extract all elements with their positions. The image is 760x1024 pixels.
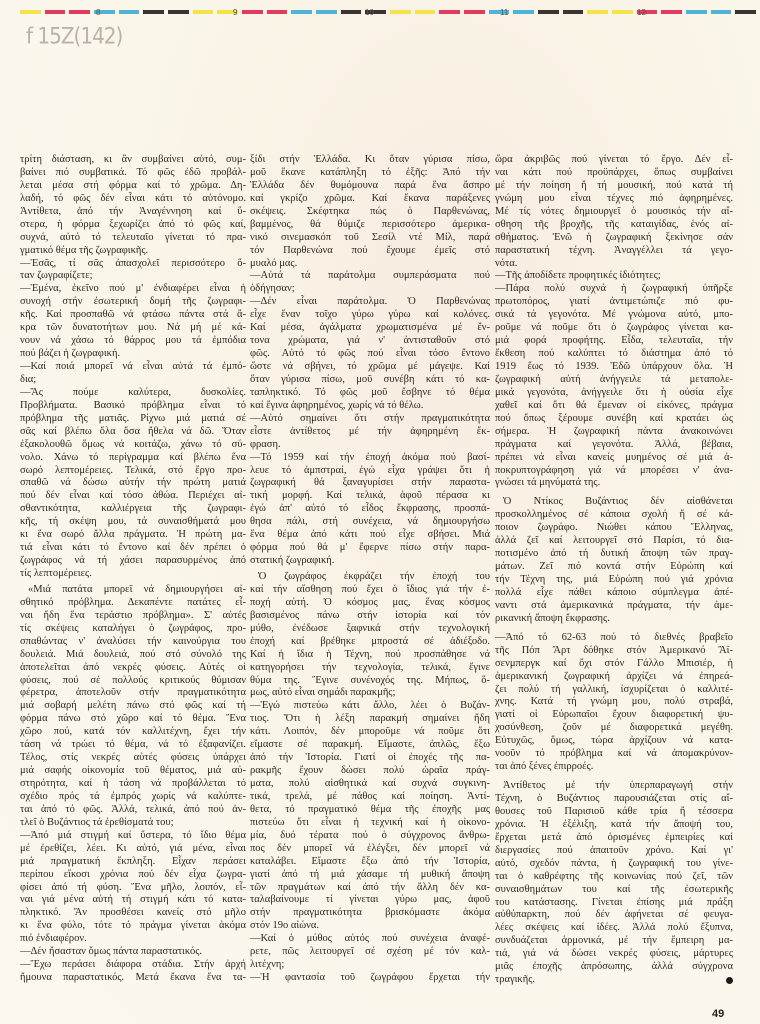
text-line: —Τό 1959 καί τήν ἐποχή ἀκόμα πού βασί- [250,451,490,463]
text-line: τλεῖ ὁ Βυζάντιος τά ἐρεθίσματά του; [20,816,174,828]
text-line: κι ἕνα σωρό ἄλλα πράγματα. Ἡ πρώτη μα- [20,529,246,541]
text-line: πιό ἐνδιαφέρον. [20,933,87,945]
text-line: ὥρα ἀκριβῶς πού γίνεται τό ἔργο. Δέν εἶ- [495,154,733,165]
registration-number: 8 [96,8,101,17]
text-line: Προβλήματα. Βασικό πρόβλημα εἶναι τό [20,399,246,411]
text-line: Ἑλλάδα δέν θυμόμουνα παρά ἕνα ἄσπρο [250,179,490,191]
text-line: Ὁ ζωγράφος ἐκφράζει τήν ἐποχή του [258,571,490,582]
text-line: ὁδήγησαν; [250,283,295,295]
text-line: φόρμα πάνω στό χῶρο καί τό θέμα. Ἕνα [20,713,246,725]
text-line: ματα, πολύ αἰσθητικά καί συχνά συγκινη- [250,778,490,789]
text-line: ἐξακολουθῶ ὅμως νά κοιτάζω, χάνω τό σύ- [20,438,246,450]
paragraph [250,933,490,972]
text-line: ναντι στά ἀμερικανικά πράγματα, τήν ἀμε- [495,599,733,611]
text-line: θετα, τό πραγματικό θέμα τῆς ἐποχῆς μας [250,803,490,815]
text-line: φέρετρα, ἀποτελοῦν στήν πραγματικότητα [20,687,246,699]
paragraph [250,972,490,985]
handwritten-archive-note: f 15Z(142) [26,22,123,50]
registration-number: 11 [500,8,509,17]
text-line: χνης. Κατά τή γνώμη μου, πολύ στραβά, [495,696,733,708]
text-line: του κατάστασης. Γίνεται ἐπίσης μιά πράξη [495,896,733,908]
text-line: πού βάζει ἡ ζωγραφική. [20,348,121,360]
text-line: φραση. [250,438,281,450]
text-line: ζωγραφική αὐτή ἀνήγγειλε τά μεταπολε- [495,373,733,385]
text-line: ταν ζωγραφίζετε; [20,270,93,282]
text-line: στήν πραγματικότητα βρισκόμαστε ἀκόμα [250,907,490,919]
paragraph [20,283,246,361]
text-line: —Ἐμένα, ἐκεῖνο πού μ' ἐνδιαφέρει εἶναι ἡ [20,283,246,295]
text-line: μιᾶς ἐποχῆς ἀπρόσωπης, ἀλλά σύγχρονα [495,961,733,973]
text-line: Καί ἡ ἴδια ἡ Τέχνη, πού προσπάθησε νά [250,648,490,660]
text-line: Ὁ Ντίκος Βυζάντιος δέν αἰσθάνεται [503,496,733,508]
text-line: μοῦ ἔκανε κατάπληξη τό ἑξῆς: Ἀπό τήν [250,166,490,178]
text-line: —Ἄς πούμε καλύτερα, δυσκολίες. [20,386,246,398]
text-line: σενμπεργκ καί ὄχι στόν Γάλλο Μπισιέρ, ἡ [495,657,733,669]
text-line: σωρό λεπτομέρειες. Τελικά, στό ἔργο προ- [20,464,246,476]
text-line: ροῦμε νά ποῦμε ὅτι ὁ ζωγράφος γίνεται κα- [495,322,733,334]
paragraph [250,700,490,933]
text-line: —Καί ποιά μπορεῖ νά εἶναι αὐτά τά ἐμπό- [20,361,246,372]
text-line: γνώμη μου εἶναι τέχνες πιό ἀφηρημένες. [495,192,733,204]
text-line: ναι κάτι πού προϋπάρχει, ὅπως συμβαίνει [495,166,733,178]
registration-number: 12 [637,8,646,17]
text-line: σήμερα. Ἡ ζωγραφική πάντα ἀνακοινώνει [495,425,733,437]
paragraph [20,387,246,581]
text-line: πράγματα καί γεγονότα. Ἀλλά, βέβαια, [495,438,733,450]
text-line: ποκρυπτογράφηση γιά νά μπορέσει ν' ἀνα- [495,464,733,476]
text-line: προσκολλημένος σέ κάποια σχολή ἤ σέ κά- [495,509,733,521]
paragraph [20,258,246,284]
text-line: 1919 ἕως τό 1939. Ἐδῶ ὑπάρχουν ὅλα. Ἡ [495,361,733,372]
paragraph [495,270,733,283]
text-line: ἔρχεται μετά ἀπό ὁρισμένες ἐμπειρίες καί [495,831,733,843]
text-line: —Δέν ἤσασταν ὅμως πάντα παραστατικός. [20,946,202,958]
text-line: ἀλλά ζεῖ καί λειτουργεῖ στό Παρίσι, τό δια- [495,535,733,547]
text-line: νολο. Χάνω τό περίγραμμα καί βλέπω ἕνα [20,451,246,463]
text-line: ται ἀπό τό φῶς. Ἀλλά, τελικά, ἀπό πού ἀν- [20,803,246,815]
text-line: συνοχή στήν ἐσωτερική δομή τῆς ζωγραφι- [20,296,246,308]
text-line: γνώσει τά μηνύματά της. [495,477,601,489]
paragraph [250,571,490,700]
text-line: ξίδι στήν Ἑλλάδα. Κι ὅταν γύρισα πίσω, [250,154,490,165]
text-line: γιατί ἀπό τή μιά χάσαμε τή μυθική ἄποψη [250,868,490,880]
text-line: διεργασίες πού ἀπαιτοῦν χρόνο. Καί γι' [495,844,733,856]
text-line: ἕνα θέμα ἀπό κάτι πού εἶχε σβήσει. Μιά [250,529,490,541]
paragraph [20,830,246,946]
text-line: συναισθημάτων του καί τῆς ἐσωτερικῆς [495,883,733,895]
text-line: κατηγορήσει τήν τεχνολογία, τελικά, ἔγινε [250,661,490,673]
text-line: ρικανική ἄποψη ἔκφρασης. [495,612,610,624]
text-line: σκέψεις. Σκέφτηκα πώς ὁ Παρθενώνας, [250,205,490,217]
text-line: σπαθώντας ν' ἀναλύσει τήν καινούργια του [20,635,246,647]
text-line: μύθο, ἐνέδωσε ξαφνικά στήν τεχνολογική [250,622,490,634]
text-line: καί τήν αἴσθηση πού ἔχει ὁ ἴδιος γιά τήν ἐ- [250,583,490,595]
text-line: σᾶς καί βλέπω ὅλα ὅσα ἤθελα νά δῶ. Ὅταν [20,425,246,437]
paragraph [250,452,490,568]
text-line: φῶς. Αὐτό τό φῶς πού εἶναι τόσο ἔντονο [250,348,490,360]
text-line: μυαλό μας. [250,257,298,269]
text-line: ἀμερικανική ζωγραφική ἀρχίζει νά ἐπηρεά- [495,670,733,682]
text-column-1 [20,154,246,985]
text-line: —Ἀπό μιά στιγμή καί ὕστερα, τό ἴδιο θέμα [20,829,246,841]
text-line: σικά τά γεγονότα. Μέ γνώμονα αὐτό, μπο- [495,309,733,321]
text-line: τικά, τρελά, μέ πάθος καί ποίηση. Ἀντί- [250,790,490,802]
text-line: Τέλος, στίς νεκρές αὐτές φύσεις ὑπάρχει [20,752,246,764]
text-line: πρόβλημα τῆς ματιᾶς. Ρίχνω μιά ματιά σέ [20,412,246,424]
paragraph [20,361,246,387]
text-line: νοοῦν τό πρόβλημα καί νά ἀπομακρύνον- [495,748,733,760]
text-line: πρωτοπόρος, γιατί ἀντιμετώπιζε πιό φυ- [495,296,733,308]
text-line: Καί μέσα, ἀγάλματα χρωματισμένα μέ ἔν- [250,322,490,334]
text-line: θύμα της. Ἔγινε συνένοχός της. Μήπως, ὅ- [250,674,490,686]
text-line: τίς λεπτομέρειες. [20,568,92,579]
text-line: —Αὐτό σημαίνει ὅτι στήν πραγματικότητα [250,412,490,424]
text-line: κάτι. Λοιπόν, δέν μποροῦμε νά ποῦμε ὅτι [250,726,490,738]
text-line: ναι ἤδη ἕνα τεράστιο πρόβλημα». Σ' αὐτές [20,609,246,621]
text-line: μιά φορά προφήτης. Εἶδα, τελευταῖα, τήν [495,335,733,347]
text-line: χρόνια. Ἡ ἐξέλιξη, κατά τήν ἄποψή του, [495,818,733,830]
text-line: ζει πολύ τή γαλλική, ἰσχυρίζεται ὁ καλλιτέ- [495,683,733,695]
text-line: ἔκθεση πού καλύπτει τό διάστημα ἀπό τό [495,348,733,360]
paragraph [250,270,490,296]
text-line: —Ἔχω περάσει διάφορα στάδια. Στήν ἀρχή [20,959,246,971]
paragraph [250,296,490,412]
text-line: λευε τό ἀμπστραί, ἐγώ εἶχα γράψει ὅτι ἡ [250,464,490,476]
text-line: σθητικό πρόβλημα. Δεκαπέντε πατάτες εἶ- [20,596,246,608]
text-line: πρέπει νά εἶναι κανείς μυημένος σέ μιά ἀ- [495,451,733,463]
text-line: τιά, γιά νά δώσει νεκρές φύσεις, μάρτυρες [495,948,733,960]
text-line: σπαθῶ νά δώσω αὐτήν τήν πρώτη ματιά [20,477,246,489]
text-line: χῶρο πού, κατά τόν καλλιτέχνη, ἔχει τήν [20,726,246,738]
text-line: ὅταν γύρισα πίσω, μοῦ συνέβη κάτι τό κα- [250,373,490,385]
text-line: τάση νά τρώει τό θέμα, νά τό ἐξαφανίζει. [20,739,246,751]
page-number: 49 [712,1008,725,1020]
text-line: τήν Τέχνη της, μιά Εὐρώπη πού γιά χρόνια [495,574,733,585]
paragraph [20,154,246,258]
text-line: —Ἡ φαντασία τοῦ ζωγράφου ἔρχεται τήν [250,972,490,984]
text-line: ται ὁ καθρέφτης τῆς κοινωνίας πού ζεῖ, τῶν [495,870,733,882]
text-line: ἐγώ ἀπ' αὐτό τό εἶδος ἔκφρασης, προσπά- [250,503,490,515]
text-line: στόν 19ο αἰώνα. [250,920,319,932]
text-line: μιά σοβαρή μελέτη πάνω στό φῶς καί τή [20,700,246,712]
text-line: καί γκρίζο χρῶμα. Καί ἔκανα παράξενες [250,192,490,204]
text-line: —Τῆς ἀποδίδετε προφητικές ἰδιότητες; [495,270,661,282]
text-line: πιστεύω ὅτι εἶναι ἡ τεχνική καί ἡ οἰκονο- [250,816,490,828]
text-line: ἀπό τήν Ἱστορία. Γιατί οἱ ἐποχές τῆς πα- [250,752,490,764]
text-line: ἀποτελεῖται ἀπό νεκρές φύσεις. Αὐτές οἱ [20,661,246,673]
text-line: γιατί οἱ Εὐρωπαῖοι ἔχουν διαφορετική ψυ- [495,709,733,721]
text-line: ποχή αὐτή. Ὁ κόσμος μας, ἕνας κόσμος [250,596,490,608]
text-line: φόρμα πού θά μ' ἔφερνε πίσω στήν παρα- [250,542,490,554]
text-line: εἶστε ἀντίθετος μέ τήν ἀφηρημένη ἔκ- [250,425,490,437]
paragraph [495,780,733,987]
text-line: αὐθύπαρκτη, πού δέν ἀφήνεται σέ φευγα- [495,909,733,921]
text-line: —Ἐγώ πιστεύω κάτι ἄλλο, λέει ὁ Βυζάν- [250,700,490,712]
text-line: τιος. Ὅτι ἡ λέξη παρακμή σημαίνει ἤδη [250,713,490,725]
text-line: μάτων. Ζεῖ πιό κοντά στήν Εὐρώπη καί [495,561,733,573]
text-line: θουσες τοῦ Παρισιοῦ κάθε τρία ἤ τέσσερα [495,805,733,817]
text-line: Μέ τίς νότες δημιουργεῖ ὁ μουσικός τήν αἴ- [495,205,733,217]
paragraph [20,584,246,830]
text-line: Τέχνη, ὁ Βυζάντιος παρουσιάζεται στίς αἴ- [495,793,733,804]
registration-number: 9 [233,8,238,17]
text-line: καταλάβει. Εἴμαστε ἔξω ἀπό τήν Ἱστορία, [250,855,490,867]
paragraph [495,283,733,490]
text-column-3 [495,154,733,987]
registration-number: 10 [365,8,374,17]
text-line: «Μιά πατάτα μπορεῖ νά δημιουργήσει αἰ- [28,583,246,595]
text-column-2 [250,154,490,985]
text-line: σχέδιο πρός τά ἐμπρός χωρίς νά καλύπτε- [20,790,246,802]
paragraph [250,413,490,452]
text-line: μιά πραγματική ἔκπληξη. Εἶχαν περάσει [20,855,246,867]
text-line: πληκτικό. Ἄν προσθέσει κανείς στό μῆλο [20,907,246,919]
paragraph [495,154,733,270]
text-line: πος δέν μπορεῖ νά ἐλέγξει, δέν μπορεῖ νά [250,842,490,854]
text-line: νικό σινεμασκόπ τοῦ Σεσίλ ντέ Μίλ, παρά [250,231,490,243]
text-line: εἴμαστε σέ παρακμή. Εἴμαστε, ἁπλῶς, ἔξω [250,739,490,751]
text-line: κῆς, τή σκέψη μου, τά συναισθήματά μου [20,516,246,528]
text-line: παραστατική τέχνη. Ἀναγγέλλει τά γεγο- [495,244,733,256]
text-line: πολλά εἶχε πάθει κάποιο σύμπλεγμα ἀπέ- [495,586,733,598]
text-line: μία, δυό τέρατα πού ὁ σύγχρονος ἄνθρω- [250,829,490,841]
paragraph [495,496,733,625]
text-line: λεται μέσα στή φόρμα καί τό χρῶμα. Δη- [20,179,246,191]
text-line: νότα. [495,257,518,269]
text-line: στατική ζωγραφική. [250,555,335,567]
text-line: τῶν πραγμάτων καί ἀπό τήν ἄλλη δέν κα- [250,881,490,893]
text-line: λέες σκέψεις καί ἰδέες. Ἀλλά πολύ ἔξυπνα, [495,922,733,934]
text-line: δουλειά. Μιά δουλειά, πού στό σύνολό της [20,648,246,660]
text-line: φίσει ἀπό τή φύση. Ἕνα μῆλο, λοιπόν, εἶ- [20,881,246,893]
text-line: ἤμουνα παραστατικός. Μετά ἔκανα ἕνα τα- [20,972,246,984]
text-line: ἐποχή καί βρέθηκε μπροστά σέ ἀδιέξοδο. [250,635,490,647]
text-line: περίπου εἴκοσι χρόνια πού δέν εἶχα ζωγρα- [20,868,246,880]
printer-color-registration-bar [20,10,760,15]
text-line: ρετε, πῶς λειτουργεῖ σέ σχέση μέ τόν καλ- [250,946,490,958]
text-line: —Αὐτά τά παράτολμα συμπεράσματα πού [250,270,490,282]
text-line: λιτέχνη; [250,959,285,971]
text-line: ται ἀπό ξένες ἐπιρροές. [495,761,594,773]
text-line: τονα χρώματα, γιά ν' ἀντισταθοῦν στό [250,335,490,347]
text-line: Ἀντίθετος μέ τήν ὑπερπαραγωγή στήν [503,780,733,792]
text-line: τόν Παρθενώνα πού ἔχουμε ἐμεῖς στό [250,244,490,256]
text-line: λαδή, τό φῶς δέν εἶναι κάτι τό αὐτόνομο. [20,192,246,204]
text-line: ὥστε νά σβήνει, τό χρῶμα μέ μάγεψε. Καί [250,361,490,372]
text-line: πού δέν εἶναι καί τόσο ἀθώα. Περιέχει αἰ- [20,490,246,502]
text-line: ταλαβαίνουμε τί γίνεται γύρω μας, ἀφοῦ [250,894,490,906]
text-line: —Πάρα πολύ συχνά ἡ ζωγραφική ὑπῆρξε [495,283,733,295]
text-line: νουν νά χάσω τό θάρρος μου τά ἐμπόδια [20,335,246,347]
text-line: βασισμένος πάνω στήν ἱστορία καί τόν [250,609,490,621]
text-line: τῆς Πόπ Ἄρτ δόθηκε στόν Ἀμερικανό Ἄϊ- [495,644,733,656]
text-line: μέ ἐρεθίζει, λέει. Κι αὐτό, γιά μένα, εἶναι [20,842,246,854]
text-line: ρακμῆς ἔχουν δώσει πολύ ὡραῖα πράγ- [250,765,490,777]
text-line: —Ἀπό τό 62-63 πού τό διεθνές βραβεῖο [495,631,733,643]
paragraph [20,959,246,985]
text-line: φύσεις, πού σέ πολλούς κριτικούς θύμισαν [20,674,246,686]
text-line: τρίτη διάσταση, κι ἂν συμβαίνει αὐτό, συμ- [20,154,246,165]
text-line: σθαντικότητα, καλλιέργεια τῆς ζωγραφι- [20,503,246,515]
text-line: συχνά, αὐτό τό τελευταῖο γίνεται τό πρα- [20,231,246,243]
text-line: θησα πάλι, στή συνέχεια, νά δημιουργήσω [250,516,490,528]
text-line: μιά σαφής οἰκονομία τοῦ θέματος, μιά αὐ- [20,765,246,777]
text-line: τική μορφή. Καί τελικά, ἀφοῦ πέρασα κι [250,490,490,502]
paragraph [250,154,490,270]
text-line: βαίνει πιό συμβατικά. Τό φῶς ἐδῶ προβάλ- [20,166,246,178]
text-line: μέ τήν ποίηση ἤ τή μουσική, πού κατά τή [495,179,733,191]
text-line: ναι γιά μένα αὐτή τή στιγμή κάτι τό κατα- [20,894,246,906]
text-line: ζωγραφική θά ξαναγυρίσει στήν παραστα- [250,477,490,489]
paragraph [20,946,246,959]
text-line: μικά γεγονότα, ἀνήγγειλε ὅτι ἡ οὐσία εἶχε [495,386,733,398]
text-line: τίς σκέψεις καταλήγει ὁ ζωγράφος, προ- [20,622,246,634]
text-line: ποτισμένο ἀπό τή δυτική ἄποψη τῶν πραγ- [495,548,733,560]
text-line: βαμμένος, θά θύμιζε περισσότερο ἀμερικα- [250,218,490,230]
text-line: Ἀντίθετα, ἀπό τήν Ἀναγέννηση καί ὕ- [20,205,246,217]
text-line: ζωγράφος νά τή χάσει παρασυρμένος ἀπό [20,555,246,567]
text-line: πού ὅπως ξέρουμε συνέβη καί κρατάει ὡς [495,412,733,424]
text-line: χαθεῖ καί ὅτι θά ἔμεναν οἱ εἰκόνες, πράγμα [495,399,733,411]
text-line: στηρότητα, καί ἡ τάση νά προβάλλεται τό [20,778,246,789]
text-line: ποιον ζωγράφο. Νιώθει κάπου Ἕλληνας, [495,522,733,534]
text-line: —Καί ὁ μύθος αὐτός πού συνέχεια ἀναφέ- [250,933,490,945]
text-line: στερα, ἡ φόρμα ξεχωρίζει ἀπό τό φῶς καί, [20,218,246,230]
text-line: σθηση τῆς βροχῆς, τῆς καταιγίδας, ἑνός αἰ- [495,218,733,230]
text-line: —Ἐσᾶς, τί σᾶς ἀπασχολεῖ περισσότερο ὅ- [20,257,246,269]
text-line: καί ἔγινα ἀφηρημένος, χωρίς νά τό θέλω. [250,399,424,411]
text-line: ταπληκτικό. Τό φῶς μοῦ ἔσβηνε τό θέμα [250,386,490,398]
text-line: χοσύνθεση, ζοῦν μέ διαφορετικά μεγέθη. [495,722,733,734]
text-line: —Δέν εἶναι παράτολμα. Ὁ Παρθενώνας [250,296,490,308]
text-line: κῆς. Καί προσπαθῶ νά φτάσω πάντα στά ἄ- [20,309,246,321]
text-line: σθήματος. Ἐνῶ ἡ ζωγραφική ξεκίνησε σάν [495,231,733,243]
text-line: Εὐτυχῶς, ὅμως, τώρα ἀρχίζουν νά κατα- [495,735,733,747]
text-line: μως, αὐτό εἶναι σημάδι παρακμῆς; [250,687,396,699]
text-line: κι ἕνα φύλο, τότε τό πράγμα γίνεται ἀκόμα [20,920,246,932]
text-line: δια; [20,373,37,385]
text-line: γματικό θέμα τῆς ζωγραφικῆς. [20,244,149,256]
text-line: τραγικῆς. [495,974,535,986]
text-line: κρα τῶν δυνατοτήτων μου. Νά μή μέ κά- [20,322,246,334]
text-line: συνδυάζεται ἁρμονικά, μέ τήν ἔμπειρη μα- [495,935,733,947]
text-line: αὐτό, σχεδόν πάντα, ἡ ζωγραφική του γίνε- [495,857,733,869]
text-line: τιά εἶναι κάτι τό ἔντονο καί δέν πρέπει ὁ [20,542,246,554]
text-line: εἶχε ἕναν τοῖχο γύρω γύρω καί κολόνες. [250,309,490,321]
paragraph [495,632,733,774]
